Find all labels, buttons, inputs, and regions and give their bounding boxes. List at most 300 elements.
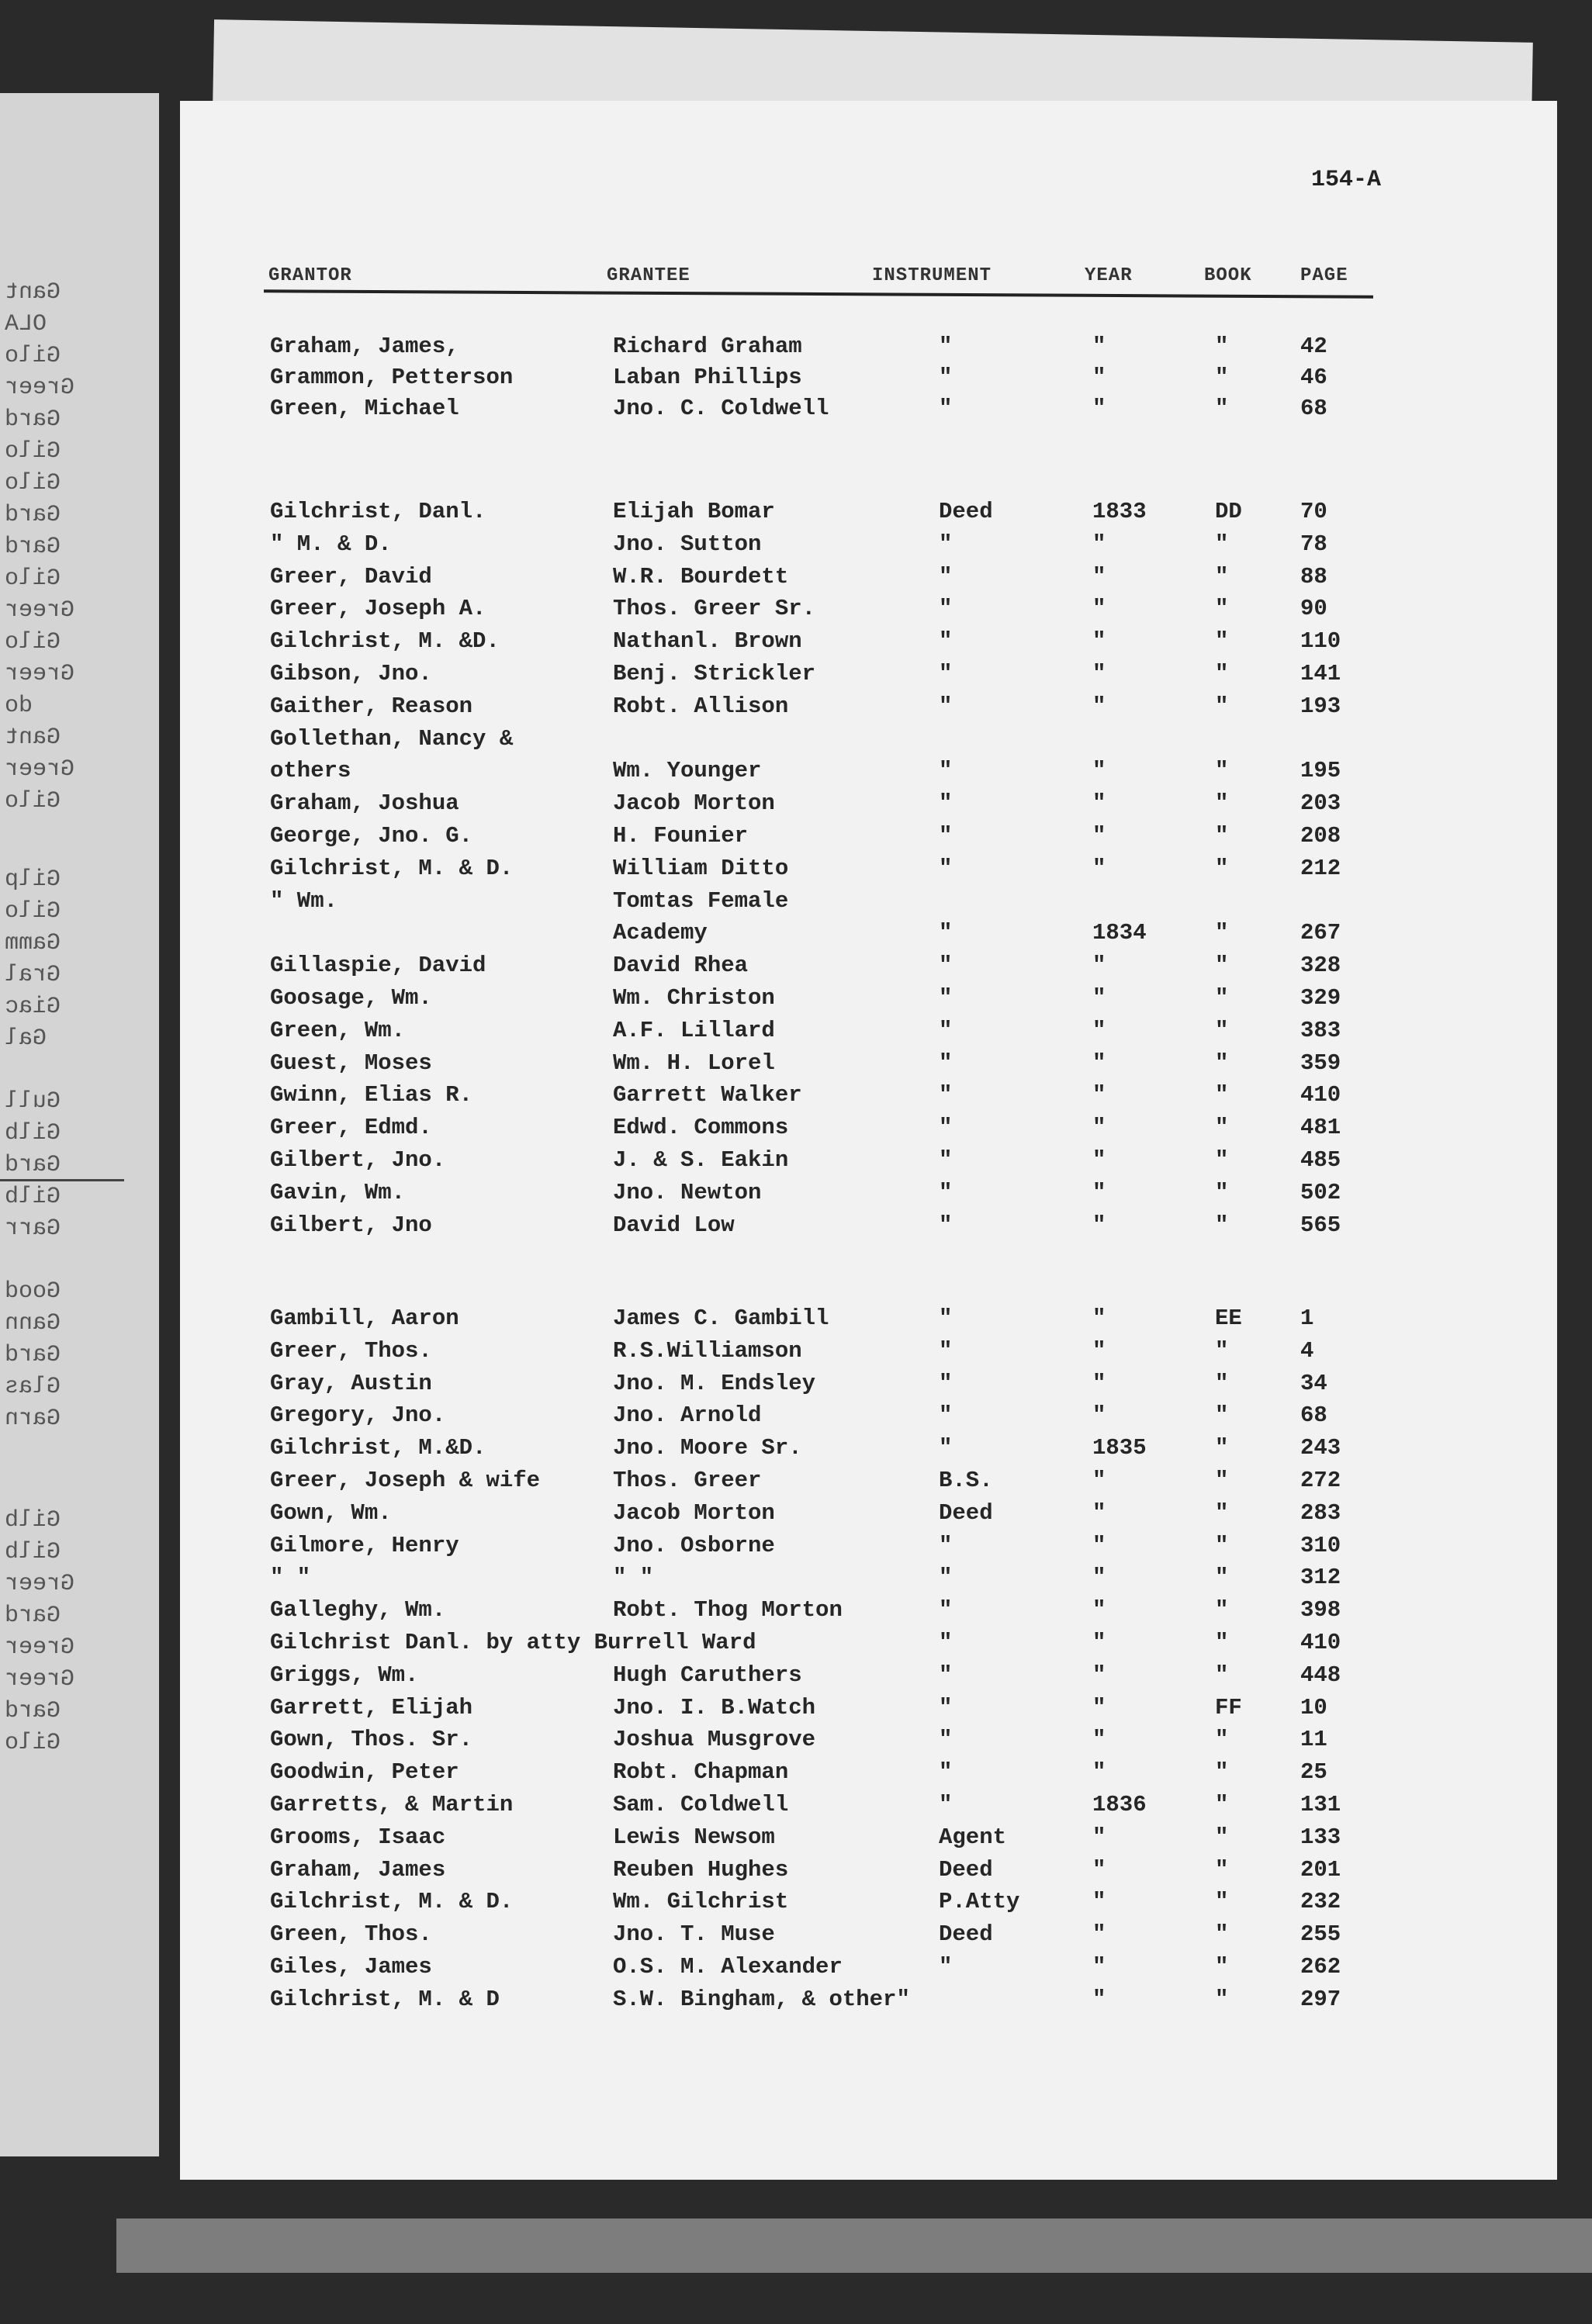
grantor-cell: Gavin, Wm. <box>270 1179 406 1205</box>
page-cell: 232 <box>1300 1889 1341 1915</box>
instrument-cell: Deed <box>939 1921 993 1948</box>
table-row <box>0 1919 1592 1950</box>
grantee-cell: Jno. Newton <box>613 1179 762 1205</box>
facing-page-fragment: Gilb <box>5 1507 61 1534</box>
year-cell: 1833 <box>1092 499 1147 524</box>
instrument-cell: Deed <box>939 499 993 524</box>
grantee-cell: Elijah Bomar <box>613 499 775 524</box>
year-cell: " <box>1092 790 1106 817</box>
instrument-cell: " <box>939 596 953 622</box>
year-cell: " <box>1092 531 1106 557</box>
book-cell: " <box>1215 1050 1229 1076</box>
book-cell: " <box>1215 1759 1229 1786</box>
instrument-cell: " <box>939 1435 953 1461</box>
table-row <box>0 1562 1592 1593</box>
facing-page-fragment: do <box>5 693 33 719</box>
page-cell: 25 <box>1300 1759 1327 1786</box>
facing-page-fragment: Greer <box>5 1571 75 1597</box>
facing-page-fragment: Gard <box>5 534 61 560</box>
instrument-cell: " <box>939 334 953 359</box>
book-cell: " <box>1215 1337 1229 1364</box>
year-cell: " <box>1092 1954 1106 1980</box>
header-grantor: GRANTOR <box>268 265 352 286</box>
book-cell: " <box>1215 1565 1229 1591</box>
instrument-cell: " <box>939 758 953 784</box>
grantor-cell: Gilchrist, Danl. <box>270 499 486 524</box>
instrument-cell: " <box>939 1792 953 1817</box>
instrument-cell: " <box>939 1147 953 1173</box>
grantee-cell: William Ditto <box>613 855 789 881</box>
instrument-cell: " <box>939 661 953 686</box>
facing-page-fragment: Gant <box>5 725 61 751</box>
book-cell: " <box>1215 758 1229 784</box>
grantee-cell: Jno. C. Coldwell <box>613 396 829 421</box>
grantee-cell: David Rhea <box>613 953 749 979</box>
book-cell: " <box>1215 1402 1229 1429</box>
year-cell: " <box>1092 1017 1106 1043</box>
instrument-cell: " <box>939 920 953 946</box>
table-row <box>0 1336 1592 1367</box>
page-cell: 46 <box>1300 365 1327 390</box>
year-cell: " <box>1092 1694 1106 1721</box>
page-cell: 10 <box>1300 1694 1327 1721</box>
page-cell: 212 <box>1300 855 1341 881</box>
facing-page-fragment: Gant <box>5 279 61 306</box>
year-cell: " <box>1092 1889 1106 1915</box>
instrument-cell: " <box>939 985 953 1011</box>
grantee-cell: Lewis Newsom <box>613 1824 775 1850</box>
grantor-cell: Graham, James, <box>270 334 459 359</box>
table-row <box>0 331 1592 362</box>
grantee-cell: Jno. Sutton <box>613 531 762 557</box>
book-cell: " <box>1215 1179 1229 1205</box>
year-cell: " <box>1092 596 1106 622</box>
book-cell: " <box>1215 661 1229 686</box>
facing-page-fragment: Gral <box>5 962 61 988</box>
facing-page-fragment: Gilo <box>5 898 61 925</box>
book-cell: " <box>1215 628 1229 655</box>
page-cell: 90 <box>1300 596 1327 622</box>
book-cell: " <box>1215 365 1229 390</box>
grantee-cell: Jno. Moore Sr. <box>613 1435 802 1461</box>
instrument-cell: Agent <box>939 1824 1007 1850</box>
instrument-cell: " <box>939 1694 953 1721</box>
grantee-cell: James C. Gambill <box>613 1306 829 1331</box>
table-row <box>0 659 1592 690</box>
grantee-cell: Joshua Musgrove <box>613 1727 816 1753</box>
book-cell: " <box>1215 1954 1229 1980</box>
grantor-cell: Gown, Thos. Sr. <box>270 1727 473 1753</box>
book-cell: " <box>1215 1115 1229 1141</box>
page-cell: 110 <box>1300 628 1341 655</box>
table-row <box>0 1080 1592 1111</box>
page-cell: 133 <box>1300 1824 1341 1850</box>
table-row <box>0 1952 1592 1983</box>
facing-page-fragment: Gilo <box>5 788 61 814</box>
facing-page-fragment: Gilo <box>5 629 61 655</box>
grantor-cell: Grooms, Isaac <box>270 1824 446 1850</box>
grantee-cell: Garrett Walker <box>613 1082 802 1108</box>
table-row <box>0 756 1592 787</box>
grantor-cell: Grammon, Petterson <box>270 365 514 390</box>
page-cell: 243 <box>1300 1435 1341 1461</box>
grantee-cell: Robt. Thog Morton <box>613 1597 843 1624</box>
year-cell: " <box>1092 334 1106 359</box>
facing-page-fragment: Greer <box>5 1634 75 1661</box>
book-cell: " <box>1215 1921 1229 1948</box>
facing-page-fragment: Greer <box>5 597 75 624</box>
grantee-cell: Jno. Osborne <box>613 1532 775 1558</box>
instrument-cell: " <box>939 1050 953 1076</box>
grantor-cell: Green, Thos. <box>270 1921 432 1948</box>
grantee-cell: Academy <box>613 920 708 946</box>
header-book: BOOK <box>1204 265 1252 286</box>
year-cell: " <box>1092 1082 1106 1108</box>
facing-page-fragment: Gilb <box>5 1120 61 1146</box>
page-cell: 4 <box>1300 1337 1314 1364</box>
year-cell: " <box>1092 1147 1106 1173</box>
year-cell: " <box>1092 1370 1106 1396</box>
facing-page-fragment: Gard <box>5 502 61 528</box>
instrument-cell: " <box>939 1532 953 1558</box>
instrument-cell: " <box>939 396 953 421</box>
grantor-cell: Graham, James <box>270 1856 446 1883</box>
grantor-cell: Giles, James <box>270 1954 432 1980</box>
instrument-cell: " <box>939 1370 953 1396</box>
page-cell: 78 <box>1300 531 1327 557</box>
instrument-cell: " <box>939 1306 953 1331</box>
grantor-cell: Griggs, Wm. <box>270 1662 419 1688</box>
grantor-cell: Gambill, Aaron <box>270 1306 459 1331</box>
grantor-cell: Gregory, Jno. <box>270 1402 446 1429</box>
grantor-cell: Green, Wm. <box>270 1017 406 1043</box>
facing-page-fragment: OLA <box>5 311 47 337</box>
book-cell: " <box>1215 531 1229 557</box>
page-number: 154-A <box>1311 167 1382 193</box>
instrument-cell: " <box>939 1662 953 1688</box>
table-row <box>0 950 1592 981</box>
grantor-cell: " Wm. <box>270 887 338 914</box>
table-row <box>0 1855 1592 1886</box>
page-cell: 195 <box>1300 758 1341 784</box>
page-cell: 201 <box>1300 1856 1341 1883</box>
grantor-cell: Goosage, Wm. <box>270 985 432 1011</box>
grantee-cell: Thos. Greer Sr. <box>613 596 816 622</box>
instrument-cell: " <box>939 1402 953 1429</box>
grantee-cell: Thos. Greer <box>613 1468 762 1493</box>
table-row <box>0 1724 1592 1755</box>
grantee-cell: Jno. I. B.Watch <box>613 1694 816 1721</box>
instrument-cell: " <box>939 1954 953 1980</box>
grantor-cell: Gilmore, Henry <box>270 1532 459 1558</box>
book-cell: " <box>1215 1889 1229 1915</box>
page-cell: 502 <box>1300 1179 1341 1205</box>
year-cell: " <box>1092 1306 1106 1331</box>
grantor-cell: Guest, Moses <box>270 1050 432 1076</box>
grantor-cell: Gray, Austin <box>270 1370 432 1396</box>
book-cell: " <box>1215 1597 1229 1624</box>
facing-page-fragment: Gard <box>5 1698 61 1724</box>
grantor-cell: Galleghy, Wm. <box>270 1597 446 1624</box>
facing-page-fragment: Greer <box>5 661 75 687</box>
facing-page-fragment: Gard <box>5 1152 61 1178</box>
instrument-cell: " <box>939 1212 953 1238</box>
facing-page-fragment: Gard <box>5 406 61 433</box>
grantee-cell: Robt. Allison <box>613 693 789 719</box>
table-row <box>0 1887 1592 1918</box>
book-cell: " <box>1215 334 1229 359</box>
year-cell: " <box>1092 855 1106 881</box>
page-cell: 312 <box>1300 1565 1341 1591</box>
grantor-cell: " " <box>270 1565 311 1591</box>
grantee-cell: Tomtas Female <box>613 887 789 914</box>
grantee-cell: J. & S. Eakin <box>613 1147 789 1173</box>
table-row <box>0 1822 1592 1853</box>
table-row <box>0 1048 1592 1079</box>
instrument-cell: Deed <box>939 1856 993 1883</box>
grantor-cell: Gilchrist, M. & D. <box>270 1889 514 1915</box>
year-cell: " <box>1092 563 1106 590</box>
year-cell: " <box>1092 1212 1106 1238</box>
instrument-cell: Deed <box>939 1499 993 1526</box>
facing-page-fragment: Garr <box>5 1216 61 1242</box>
grantee-cell: Nathanl. Brown <box>613 628 802 655</box>
page-cell: 141 <box>1300 661 1341 686</box>
instrument-cell: " <box>939 365 953 390</box>
facing-page-fragment: Gilo <box>5 565 61 592</box>
grantor-cell: Garretts, & Martin <box>270 1792 514 1817</box>
year-cell: " <box>1092 693 1106 719</box>
year-cell: " <box>1092 1921 1106 1948</box>
grantor-cell: Greer, Edmd. <box>270 1115 432 1141</box>
year-cell: " <box>1092 1856 1106 1883</box>
table-row <box>0 393 1592 424</box>
grantee-cell: David Low <box>613 1212 735 1238</box>
grantee-cell: O.S. M. Alexander <box>613 1954 843 1980</box>
grantor-cell: Gaither, Reason <box>270 693 473 719</box>
grantor-cell: Gilchrist, M.&D. <box>270 1435 486 1461</box>
grantor-cell: Greer, David <box>270 563 432 590</box>
grantor-cell: Graham, Joshua <box>270 790 459 817</box>
book-cell: " <box>1215 1147 1229 1173</box>
grantor-cell: Gilbert, Jno. <box>270 1147 446 1173</box>
facing-page-fragment: Good <box>5 1278 61 1305</box>
facing-page-fragment: Gilo <box>5 343 61 369</box>
page-cell: 11 <box>1300 1727 1327 1753</box>
book-cell: " <box>1215 563 1229 590</box>
book-cell: DD <box>1215 499 1242 524</box>
instrument-cell: " <box>939 1337 953 1364</box>
book-cell: " <box>1215 1727 1229 1753</box>
year-cell: " <box>1092 1565 1106 1591</box>
table-row <box>0 626 1592 657</box>
instrument-cell: " <box>939 531 953 557</box>
table-row <box>0 1465 1592 1496</box>
facing-page-fragment: Garn <box>5 1406 61 1432</box>
page-cell: 70 <box>1300 499 1327 524</box>
page-cell: 131 <box>1300 1792 1341 1817</box>
instrument-cell: " <box>939 790 953 817</box>
table-row <box>0 1627 1592 1658</box>
grantor-cell: Gilchrist, M. & D. <box>270 855 514 881</box>
grantee-cell: Hugh Caruthers <box>613 1662 802 1688</box>
table-row <box>0 691 1592 722</box>
table-row <box>0 362 1592 393</box>
grantee-cell: Jacob Morton <box>613 1499 775 1526</box>
instrument-cell: " <box>939 953 953 979</box>
page-cell: 193 <box>1300 693 1341 719</box>
table-row <box>0 983 1592 1014</box>
grantor-cell: " M. & D. <box>270 531 392 557</box>
facing-page-fragment: Gamm <box>5 930 61 956</box>
instrument-cell: " <box>939 563 953 590</box>
grantee-cell: " " <box>613 1565 654 1591</box>
instrument-cell: " <box>939 693 953 719</box>
page-cell: 88 <box>1300 563 1327 590</box>
table-row <box>0 1660 1592 1691</box>
book-cell: EE <box>1215 1306 1242 1331</box>
table-row <box>0 562 1592 593</box>
book-cell: " <box>1215 693 1229 719</box>
year-cell: " <box>1092 1727 1106 1753</box>
grantor-cell: Goodwin, Peter <box>270 1759 459 1786</box>
book-cell: " <box>1215 1017 1229 1043</box>
grantee-cell: A.F. Lillard <box>613 1017 775 1043</box>
book-cell: " <box>1215 396 1229 421</box>
instrument-cell: " <box>939 1082 953 1108</box>
facing-page-fragment: Gann <box>5 1310 61 1337</box>
grantee-cell: Jacob Morton <box>613 790 775 817</box>
book-cell: " <box>1215 596 1229 622</box>
page-cell: 255 <box>1300 1921 1341 1948</box>
year-cell: " <box>1092 1337 1106 1364</box>
instrument-cell: " <box>939 1179 953 1205</box>
facing-page-fragment: Greer <box>5 1666 75 1693</box>
grantor-cell: Gilchrist, M. &D. <box>270 628 500 655</box>
facing-page-fragment: Gull <box>5 1088 61 1115</box>
year-cell: " <box>1092 1759 1106 1786</box>
table-row <box>0 724 1592 755</box>
year-cell: " <box>1092 1532 1106 1558</box>
book-cell: " <box>1215 1082 1229 1108</box>
book-cell: " <box>1215 1824 1229 1850</box>
year-cell: " <box>1092 1630 1106 1655</box>
table-row <box>0 529 1592 560</box>
grantee-cell: Wm. Christon <box>613 985 775 1011</box>
year-cell: " <box>1092 396 1106 421</box>
page-cell: 208 <box>1300 823 1341 849</box>
grantee-cell: Sam. Coldwell <box>613 1792 789 1817</box>
facing-page-fragment: Gard <box>5 1342 61 1368</box>
table-row <box>0 1303 1592 1334</box>
facing-page-fragment: Gilb <box>5 1184 61 1210</box>
header-instrument: INSTRUMENT <box>872 265 992 286</box>
page-cell: 398 <box>1300 1597 1341 1624</box>
facing-page-fragment: Gal <box>5 1025 47 1052</box>
table-row <box>0 1368 1592 1399</box>
page-cell: 68 <box>1300 396 1327 421</box>
table-row <box>0 1757 1592 1788</box>
header-grantee: GRANTEE <box>607 265 690 286</box>
grantee-cell: Edwd. Commons <box>613 1115 789 1141</box>
table-row <box>0 1595 1592 1626</box>
facing-page-fragment: Glas <box>5 1374 61 1400</box>
table-row <box>0 1112 1592 1143</box>
grantee-cell: Reuben Hughes <box>613 1856 789 1883</box>
book-cell: " <box>1215 1499 1229 1526</box>
book-cell: " <box>1215 1212 1229 1238</box>
instrument-cell: " <box>939 1630 953 1655</box>
table-row <box>0 886 1592 917</box>
table-row <box>0 853 1592 884</box>
page-cell: 383 <box>1300 1017 1341 1043</box>
grantee-cell: Robt. Chapman <box>613 1759 789 1786</box>
grantor-cell: Gown, Wm. <box>270 1499 392 1526</box>
grantor-cell: Greer, Joseph A. <box>270 596 486 622</box>
book-cell: " <box>1215 1986 1229 2012</box>
facing-page-fragment: Gilo <box>5 1730 61 1756</box>
page-cell: 485 <box>1300 1147 1341 1173</box>
grantee-cell: H. Founier <box>613 823 749 849</box>
grantee-cell: Jno. M. Endsley <box>613 1370 816 1396</box>
year-cell: " <box>1092 1179 1106 1205</box>
grantee-cell: S.W. Bingham, & other" <box>613 1986 910 2012</box>
year-cell: " <box>1092 758 1106 784</box>
year-cell: " <box>1092 1402 1106 1429</box>
page-cell: 262 <box>1300 1954 1341 1980</box>
grantor-cell: Garrett, Elijah <box>270 1694 473 1721</box>
table-row <box>0 1433 1592 1464</box>
instrument-cell: " <box>939 1115 953 1141</box>
book-cell: " <box>1215 920 1229 946</box>
page-cell: 410 <box>1300 1630 1341 1655</box>
table-row <box>0 1015 1592 1046</box>
instrument-cell: B.S. <box>939 1468 993 1493</box>
page-cell: 448 <box>1300 1662 1341 1688</box>
year-cell: " <box>1092 1662 1106 1688</box>
instrument-cell: P.Atty <box>939 1889 1020 1915</box>
grantor-cell: Gwinn, Elias R. <box>270 1082 473 1108</box>
book-cell: " <box>1215 1662 1229 1688</box>
book-cell: " <box>1215 985 1229 1011</box>
grantee-cell: Benj. Strickler <box>613 661 816 686</box>
grantor-cell: Gilchrist Danl. by atty Burrell Ward <box>270 1630 756 1655</box>
year-cell: " <box>1092 1986 1106 2012</box>
grantor-cell: Gilbert, Jno <box>270 1212 432 1238</box>
year-cell: 1835 <box>1092 1435 1147 1461</box>
facing-page-fragment: Greer <box>5 756 75 783</box>
facing-page-fragment: Gard <box>5 1603 61 1629</box>
year-cell: " <box>1092 1115 1106 1141</box>
page-cell: 328 <box>1300 953 1341 979</box>
instrument-cell: " <box>939 823 953 849</box>
grantor-cell: Greer, Joseph & wife <box>270 1468 541 1493</box>
table-row <box>0 1693 1592 1724</box>
year-cell: " <box>1092 1597 1106 1624</box>
facing-page-fragment: Gilo <box>5 438 61 465</box>
header-year: YEAR <box>1085 265 1133 286</box>
instrument-cell: " <box>939 628 953 655</box>
grantor-cell: Greer, Thos. <box>270 1337 432 1364</box>
table-row <box>0 1790 1592 1821</box>
grantor-cell: Gibson, Jno. <box>270 661 432 686</box>
grantor-cell: others <box>270 758 351 784</box>
year-cell: " <box>1092 1050 1106 1076</box>
instrument-cell: " <box>939 1597 953 1624</box>
grantor-cell: Gillaspie, David <box>270 953 486 979</box>
header-page: PAGE <box>1300 265 1348 286</box>
grantee-cell: Laban Phillips <box>613 365 802 390</box>
